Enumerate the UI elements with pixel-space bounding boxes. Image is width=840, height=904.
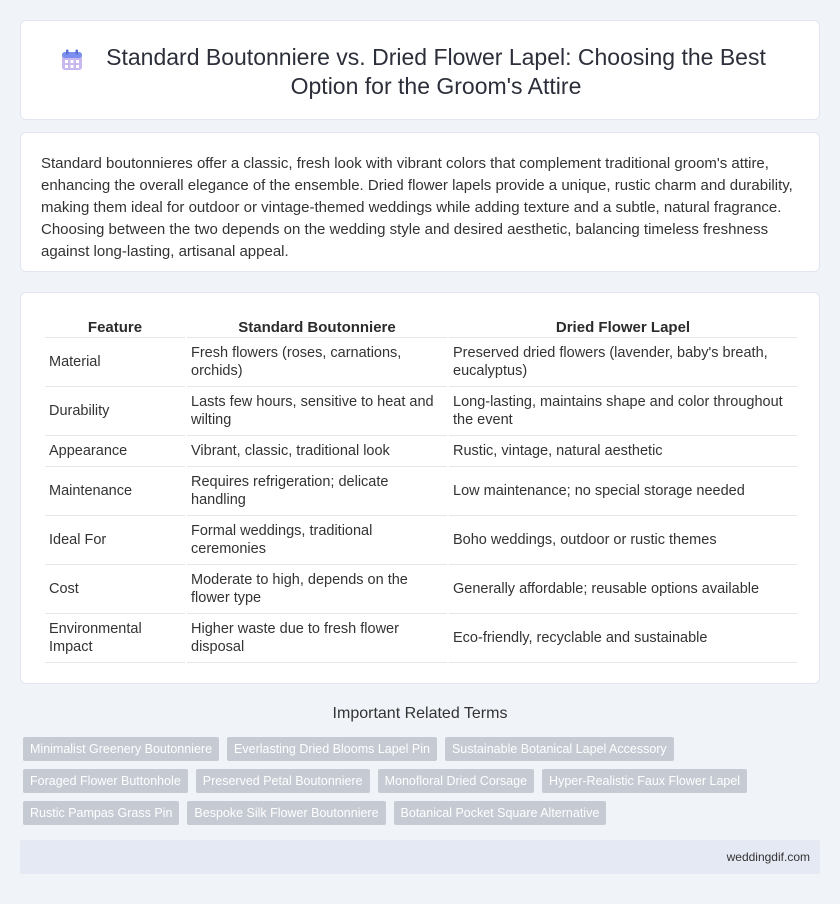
table-cell: Maintenance (45, 467, 185, 516)
table-cell: Low maintenance; no special storage needed (449, 467, 797, 516)
intro-paragraph: Standard boutonnieres offer a classic, fresh look with vibrant colors that complement traditional groom's attire, enhancing the overall elegance of the ensemble. Dried flower lapels provide a unique, rustic charm and durability, making them ideal for outdoor or vintage-themed weddings while adding texture and a subtle, natural fragrance. Choosing between the two depends on the wedding style and desired aesthetic, balancing timeless freshness against long-lasting, artisanal appeal. (41, 155, 793, 260)
table-row (45, 565, 797, 614)
table-cell: Vibrant, classic, traditional look (187, 436, 447, 467)
table-cell: Moderate to high, depends on the flower type (187, 565, 447, 614)
table-cell: Boho weddings, outdoor or rustic themes (449, 516, 797, 565)
related-term-tag[interactable]: Monofloral Dried Corsage (378, 769, 534, 793)
table-cell: Formal weddings, traditional ceremonies (187, 516, 447, 565)
table-cell: Cost (45, 565, 185, 614)
comparison-table-card (20, 292, 820, 684)
table-cell: Preserved dried flowers (lavender, baby's breath, eucalyptus) (449, 338, 797, 387)
related-term-tag[interactable]: Hyper-Realistic Faux Flower Lapel (542, 769, 747, 793)
page-title: Standard Boutonniere vs. Dried Flower Lapel: Choosing the Best Option for the Groom's Attire (106, 44, 766, 99)
intro-card (20, 132, 820, 272)
column-header-standard-boutonniere: Standard Boutonniere (187, 313, 447, 338)
related-term-tag[interactable]: Minimalist Greenery Boutonniere (23, 737, 219, 761)
table-row (45, 436, 797, 467)
footer-site-link[interactable]: weddingdif.com (726, 850, 810, 864)
table-cell: Ideal For (45, 516, 185, 565)
table-cell: Requires refrigeration; delicate handling (187, 467, 447, 516)
related-term-tag[interactable]: Rustic Pampas Grass Pin (23, 801, 179, 825)
column-header-feature: Feature (45, 313, 185, 338)
table-cell: Fresh flowers (roses, carnations, orchids) (187, 338, 447, 387)
column-header-dried-flower-lapel: Dried Flower Lapel (449, 313, 797, 338)
table-cell: Higher waste due to fresh flower disposal (187, 614, 447, 663)
table-cell: Long-lasting, maintains shape and color throughout the event (449, 387, 797, 436)
table-row (45, 387, 797, 436)
table-cell: Durability (45, 387, 185, 436)
table-row (45, 516, 797, 565)
table-cell: Appearance (45, 436, 185, 467)
related-terms-list (23, 737, 823, 825)
table-cell: Environmental Impact (45, 614, 185, 663)
related-term-tag[interactable]: Sustainable Botanical Lapel Accessory (445, 737, 674, 761)
related-terms-heading: Important Related Terms (332, 705, 508, 722)
header-card (20, 20, 820, 120)
related-term-tag[interactable]: Bespoke Silk Flower Boutonniere (187, 801, 385, 825)
related-term-tag[interactable]: Preserved Petal Boutonniere (196, 769, 370, 793)
related-term-tag[interactable]: Botanical Pocket Square Alternative (394, 801, 607, 825)
table-row (45, 467, 797, 516)
table-cell: Generally affordable; reusable options available (449, 565, 797, 614)
table-cell: Eco-friendly, recyclable and sustainable (449, 614, 797, 663)
related-term-tag[interactable]: Foraged Flower Buttonhole (23, 769, 188, 793)
comparison-table (43, 313, 799, 663)
related-term-tag[interactable]: Everlasting Dried Blooms Lapel Pin (227, 737, 437, 761)
table-row (45, 338, 797, 387)
table-cell: Material (45, 338, 185, 387)
table-cell: Lasts few hours, sensitive to heat and wilting (187, 387, 447, 436)
table-row (45, 614, 797, 663)
footer (20, 840, 820, 874)
table-cell: Rustic, vintage, natural aesthetic (449, 436, 797, 467)
